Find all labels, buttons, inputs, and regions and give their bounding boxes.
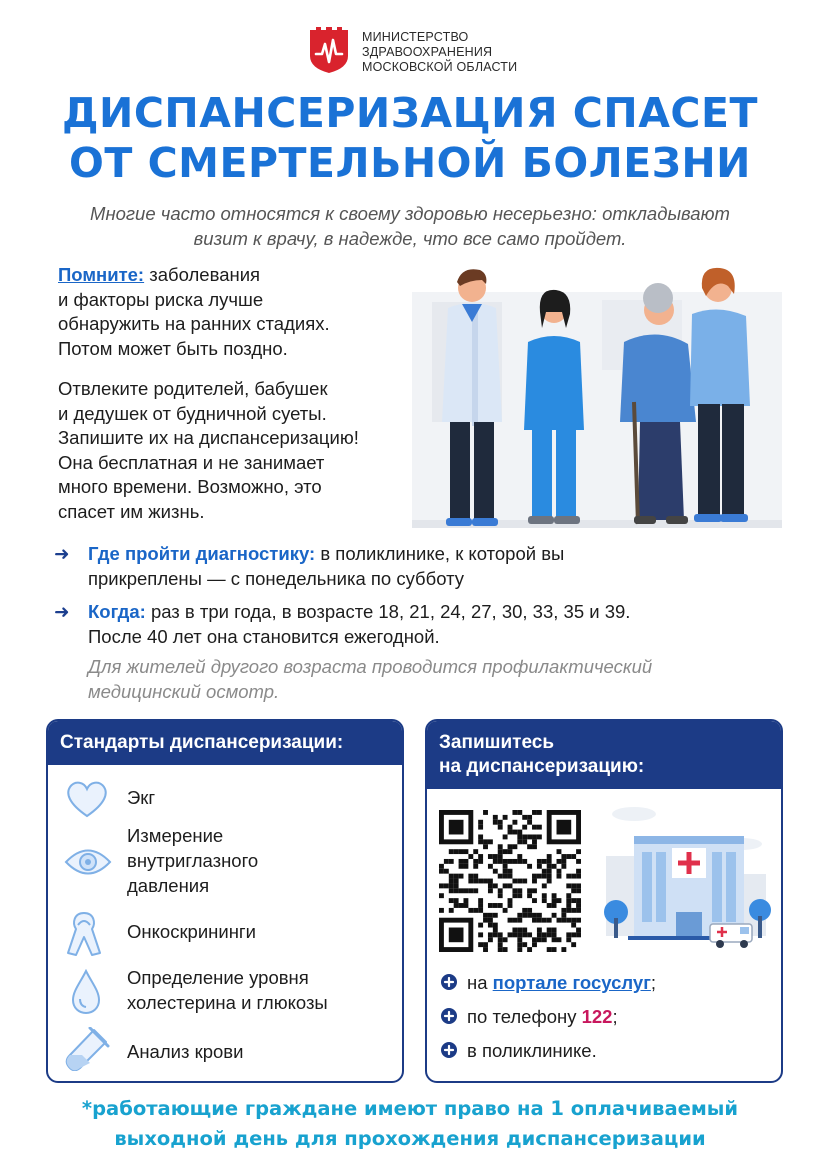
footer-note	[20, 1094, 800, 1154]
age-note	[88, 655, 768, 704]
standard-label: Экг	[127, 787, 156, 808]
title-line: ДИСПАНСЕРИЗАЦИЯ СПАСЕТ	[62, 89, 758, 137]
ministry-name	[362, 30, 517, 75]
ribbon-icon	[64, 909, 104, 959]
where-line: в поликлинике, к которой вы	[320, 543, 565, 564]
family-line: Запишите их на диспансеризацию!	[58, 427, 359, 448]
remember-label: Помните:	[58, 264, 145, 285]
gosuslugi-link[interactable]: портале госуслуг	[492, 972, 651, 993]
test-tube-icon	[64, 1027, 110, 1071]
remember-line: обнаружить на ранних стадиях.	[58, 313, 330, 334]
signup-option	[441, 971, 656, 995]
drop-icon	[70, 969, 102, 1015]
standard-label	[127, 965, 328, 1015]
title-line: ОТ СМЕРТЕЛЬНОЙ БОЛЕЗНИ	[69, 139, 751, 187]
standard-label-line: Определение уровня	[127, 967, 309, 988]
footer-line: *работающие граждане имеют право на 1 оплачиваемый	[81, 1097, 739, 1120]
family-line: Отвлеките родителей, бабушек	[58, 378, 328, 399]
remember-line: и факторы риска лучше	[58, 288, 264, 310]
option-prefix: на	[467, 972, 493, 993]
heart-icon	[64, 779, 110, 819]
family-line: и дедушек от будничной суеты.	[58, 402, 327, 424]
page-title	[20, 88, 800, 188]
option-prefix: в поликлинике.	[467, 1040, 597, 1061]
standards-card	[46, 719, 404, 1083]
intro-line: визит к врачу, в надежде, что все само пройдет.	[193, 228, 627, 249]
option-suffix: ;	[650, 972, 657, 993]
signup-option	[441, 1005, 618, 1029]
ministry-line: ЗДРАВООХРАНЕНИЯ	[362, 45, 493, 59]
signup-heading	[427, 721, 781, 789]
doctors-patient-illustration	[412, 262, 782, 534]
remember-line: Потом может быть поздно.	[58, 337, 288, 359]
signup-heading-line: Запишитесь	[439, 732, 555, 753]
remember-paragraph	[58, 263, 418, 361]
standard-label-line: давления	[127, 875, 210, 896]
option-suffix: ;	[612, 1006, 618, 1027]
where-info	[54, 542, 774, 591]
qr-code-icon[interactable]	[439, 810, 581, 952]
family-line: Она бесплатная и не занимает	[58, 451, 325, 473]
where-line: прикреплены — с понедельника по субботу	[88, 567, 465, 589]
standards-heading: Стандарты диспансеризации:	[48, 721, 402, 765]
plus-circle-icon	[441, 974, 457, 990]
eye-icon	[64, 845, 112, 879]
moscow-region-coat-of-arms-icon	[308, 26, 350, 74]
when-label: Когда:	[88, 601, 146, 622]
ministry-line: МОСКОВСКОЙ ОБЛАСТИ	[362, 60, 518, 74]
note-line: Для жителей другого возраста проводится профилактический	[88, 656, 653, 677]
family-line: много времени. Возможно, это	[58, 476, 322, 497]
footer-line: выходной день для прохождения диспансеризации	[114, 1127, 706, 1150]
arrow-right-icon: ➜	[54, 543, 70, 564]
signup-option	[441, 1039, 597, 1063]
standard-label-line: холестерина и глюкозы	[127, 992, 328, 1013]
remember-line: заболевания	[149, 264, 261, 285]
ministry-line: МИНИСТЕРСТВО	[362, 30, 469, 44]
when-line: После 40 лет она становится ежегодной.	[88, 625, 440, 647]
standard-label: Онкоскрининги	[127, 921, 257, 942]
when-line: раз в три года, в возрасте 18, 21, 24, 27, 30, 33, 35 и 39.	[150, 601, 631, 622]
family-paragraph	[58, 377, 428, 524]
signup-heading-line: на диспансеризацию:	[439, 756, 645, 777]
family-line: спасет им жизнь.	[58, 500, 205, 522]
phone-number[interactable]: 122	[581, 1006, 613, 1027]
standard-label-line: Измерение	[127, 825, 224, 846]
when-info	[54, 600, 774, 649]
hospital-building-icon	[594, 800, 774, 958]
standard-label	[127, 823, 258, 898]
arrow-right-icon: ➜	[54, 601, 70, 622]
note-line: медицинский осмотр.	[88, 680, 280, 702]
plus-circle-icon	[441, 1042, 457, 1058]
plus-circle-icon	[441, 1008, 457, 1024]
intro-text	[30, 201, 790, 251]
standard-label-line: внутриглазного	[127, 850, 259, 871]
intro-line: Многие часто относятся к своему здоровью несерьезно: откладывают	[90, 203, 730, 224]
option-prefix: по телефону	[467, 1006, 582, 1027]
standard-label: Анализ крови	[127, 1041, 244, 1062]
where-label: Где пройти диагностику:	[88, 543, 316, 564]
